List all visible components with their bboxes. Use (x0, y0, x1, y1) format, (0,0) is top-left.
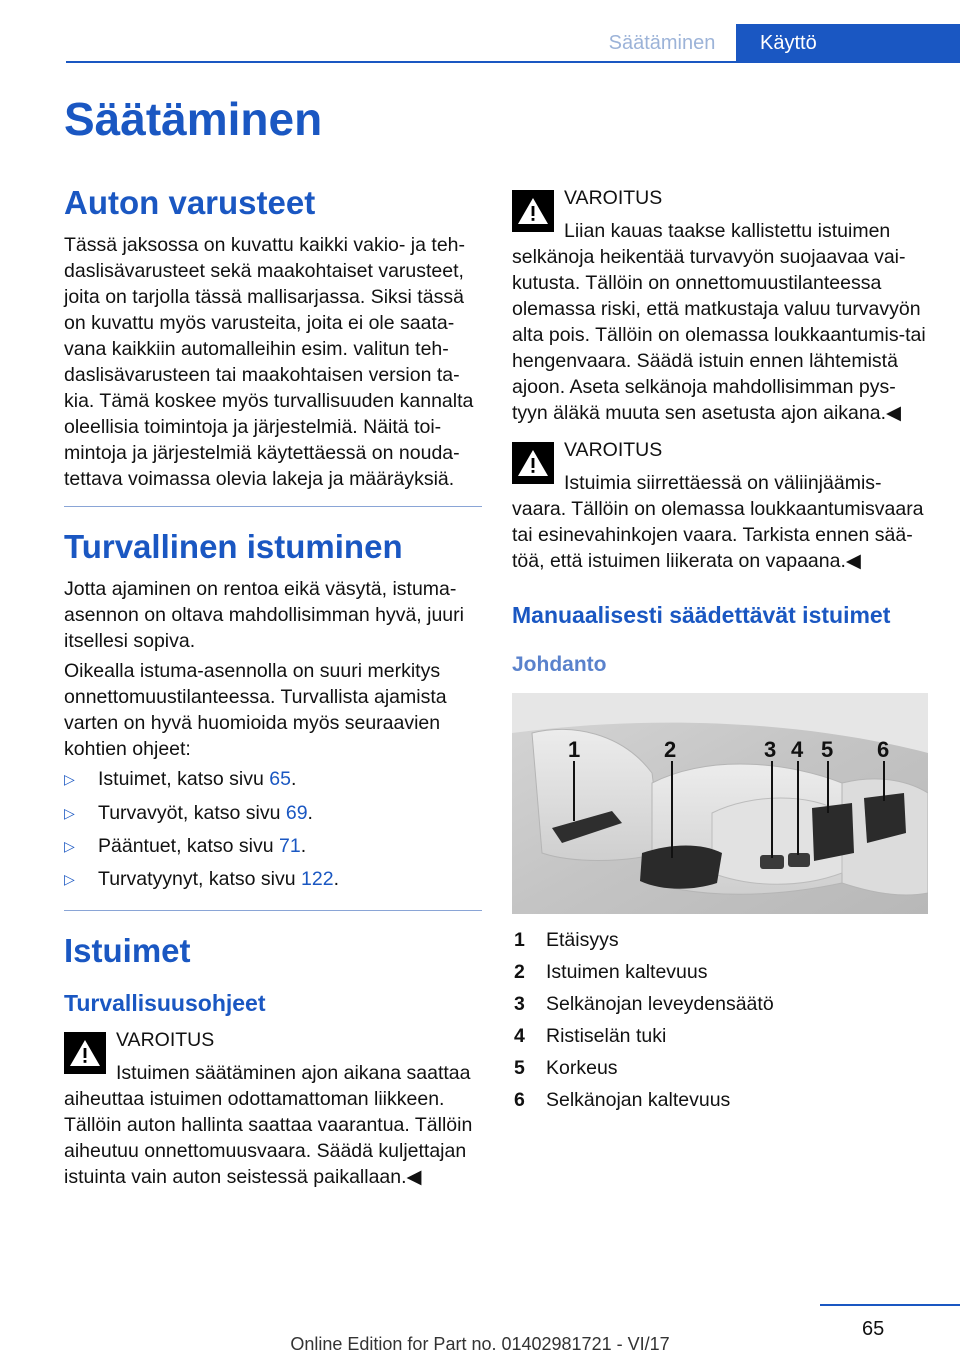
seat-controls-figure (512, 693, 928, 914)
page-title: Säätäminen (64, 93, 323, 145)
section-divider (64, 910, 482, 911)
heading-auton-varusteet: Auton varusteet (64, 184, 316, 221)
figure-label: 1 (568, 737, 581, 762)
page-link[interactable]: 69 (285, 802, 308, 824)
heading-turvallinen-istuminen: Turvallinen istuminen (64, 528, 403, 565)
header-rule (66, 61, 960, 63)
figure-label: 6 (877, 737, 890, 762)
page-link[interactable]: 65 (269, 768, 291, 790)
triangle-bullet-icon: ▷ (64, 771, 75, 787)
warning-label: VAROITUS (116, 1029, 215, 1051)
warning-icon (64, 1032, 106, 1074)
heading-turvallisuusohjeet: Turvallisuusohjeet (64, 990, 266, 1016)
turvallinen-details: Oikealla istuma-asennolla on suuri merkitys onnettomuustilanteessa. Turvallista ajamista varten on hyvä huomioida myös seuraavien kohtien ohjeet: (64, 660, 447, 760)
heading-manual-seats: Manuaalisesti säädettävät istuimet (512, 602, 891, 628)
page-number: 65 (862, 1318, 885, 1340)
warning-text: aiheuttaa istuimen odottamattoman liikkeen. Tällöin auton hallinta saattaa vaarantua. Tällöin aiheutuu onnettomuusvaara. Säädä kuljettajan istuinta vain auton seistessä paikallaan.◀ (64, 1088, 473, 1188)
heading-johdanto: Johdanto (512, 653, 607, 676)
warning-label: VAROITUS (564, 187, 663, 209)
auton-varusteet-body: Tässä jaksossa on kuvattu kaikki vakio- ja teh-daslisävarusteet sekä maakohtaiset varusteet, joita on tarjolla tässä mallisarjassa. Siksi tässä on kuvattu myös varusteita, joita ei ole saata-vana kaikkiin automalleihin esim. valitun teh-daslisävarusteen tai maakohtaisen version ta-kia. Tämä koskee myös turvallisuuden kannalta oleellisia toimintoja ja järjestelmiä. Näitä toi-mintoja ja järjestelmiä käytettäessä on nouda-tettava voimassa olevia lakeja ja määräyksiä. (64, 234, 474, 490)
triangle-bullet-icon: ▷ (64, 871, 75, 887)
chapter-tab[interactable]: Käyttö (736, 24, 960, 62)
figure-label: 3 (764, 737, 777, 762)
page-link[interactable]: 71 (279, 835, 301, 857)
figure-label: 4 (791, 737, 804, 762)
warning-label: VAROITUS (564, 439, 663, 461)
warning-first-line: Istuimia siirrettäessä on väliinjäämis- (564, 472, 882, 494)
page-link[interactable]: 122 (301, 868, 334, 890)
figure-label: 2 (664, 737, 677, 762)
triangle-bullet-icon: ▷ (64, 805, 75, 821)
footer-rule (820, 1304, 960, 1306)
section-tab[interactable]: Säätäminen (608, 31, 716, 54)
footer-edition: Online Edition for Part no. 01402981721 - VI/17 (290, 1334, 670, 1354)
turvallinen-intro: Jotta ajaminen on rentoa eikä väsytä, istuma-asennon on oltava mahdollisimman hyvä, juuri itsellesi sopiva. (64, 578, 464, 652)
warning-text: vaara. Tällöin on olemassa loukkaantumisvaara tai esinevahinkojen vaara. Tarkista ennen sää-töä, että istuimen liikerata on vapaana.◀ (512, 498, 924, 572)
figure-label: 5 (821, 737, 834, 762)
heading-istuimet: Istuimet (64, 932, 191, 969)
warning-text: selkänoja heikentää turvavyön suojaavaa vai-kutusta. Tällöin on onnettomuustilanteessa olemassa riski, että matkustaja valuu turvavyön alta pois. Tällöin on olemassa loukkaantumis-tai hengenvaara. Säädä istuin ennen lähtemistä ajoon. Aseta selkänoja mahdollisimman pys-tyyn äläkä muuta sen asetusta ajon aikana.◀ (512, 246, 926, 424)
warning-first-line: Liian kauas taakse kallistettu istuimen (564, 220, 891, 242)
warning-first-line: Istuimen säätäminen ajon aikana saattaa (116, 1062, 471, 1084)
triangle-bullet-icon: ▷ (64, 838, 75, 854)
section-divider (64, 506, 482, 507)
warning-icon (512, 190, 554, 232)
warning-icon (512, 442, 554, 484)
